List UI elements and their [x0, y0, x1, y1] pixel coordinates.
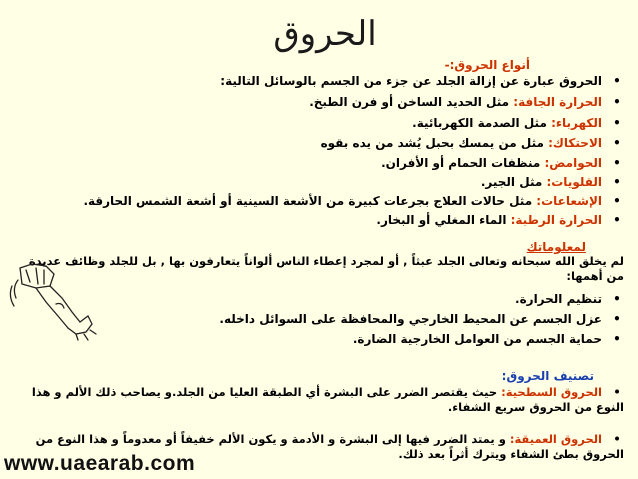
class-text: و يمتد الضرر فيها إلى البشرة و الأدمة و يكون الألم خفيفاً أو معدوماً و هذا النوع من الحروق بطئ الشفاء ويترك أثراً بعد ذلك.: [35, 432, 624, 461]
function-row: [353, 332, 624, 346]
function-row: [515, 292, 624, 306]
bullet: •: [613, 385, 621, 399]
cause-row: [412, 116, 624, 130]
cause-text: مثل من يمسك بحبل يُشد من يده بقوه: [320, 136, 549, 150]
bullet: •: [613, 136, 621, 150]
burned-hand-illustration: [6, 258, 98, 344]
cause-text: الماء المغلي أو البخار.: [376, 213, 511, 227]
class-label: الحروق السطحية:: [501, 385, 602, 399]
footer-url: www.uaearab.com: [4, 452, 196, 475]
intro-text: الحروق عبارة عن إزالة الجلد عن جزء من الجسم بالوسائل التالية:: [220, 74, 602, 88]
bullet: •: [613, 312, 621, 326]
function-text: حماية الجسم من العوامل الخارجية الضارة.: [352, 332, 602, 346]
cause-text: مثل الجير.: [480, 175, 547, 189]
info-heading: لمعلوماتك: [526, 240, 586, 254]
cause-label: الاحتكاك:: [548, 136, 602, 150]
cause-row: [481, 175, 624, 189]
bullet: •: [613, 213, 621, 227]
bullet: •: [613, 175, 621, 189]
cause-label: الإشعاعات:: [536, 194, 602, 208]
types-heading: أنواع الحروق:-: [444, 58, 530, 72]
class-label: الحروق العميقة:: [509, 432, 602, 446]
function-row: [219, 312, 624, 326]
bullet: •: [613, 332, 621, 346]
bullet: •: [613, 156, 621, 170]
classification-heading: تصنيف الحروق:: [501, 369, 594, 383]
bullet: •: [613, 194, 621, 208]
cause-row: [376, 213, 624, 227]
cause-text: مثل الصدمة الكهربائية.: [412, 116, 552, 130]
cause-row: [381, 156, 624, 170]
cause-label: الحوامض:: [544, 156, 602, 170]
cause-text: منظفات الحمام أو الأفران.: [381, 156, 545, 170]
function-text: تنظيم الحرارة.: [515, 292, 602, 306]
info-text: لم يخلق الله سبحانه وتعالى الجلد عبثاً , أو لمجرد إعطاء الناس ألواناً يتعارفون بها , بل للجلد وظائف عديدة من أهمها:: [28, 254, 624, 283]
function-text: عزل الجسم عن المحيط الخارجي والمحافظة على السوائل داخله.: [219, 312, 602, 326]
cause-label: الحرارة الرطبة:: [510, 213, 602, 227]
bullet: •: [613, 292, 621, 306]
cause-text: مثل حالات العلاج بجرعات كبيرة من الأشعة السينية أو أشعة الشمس الحارقة.: [83, 194, 537, 208]
bullet: •: [613, 116, 621, 130]
cause-label: الحرارة الجافة:: [513, 95, 602, 109]
bullet: •: [613, 95, 621, 109]
intro-row: [220, 74, 624, 88]
page-title: الحروق: [273, 14, 377, 54]
cause-row: [83, 194, 624, 208]
class-row: [14, 385, 624, 415]
cause-row: [321, 136, 624, 150]
cause-label: الكهرباء:: [551, 116, 602, 130]
cause-text: مثل الحديد الساخن أو فرن الطبخ.: [309, 95, 514, 109]
class-text: حيث يقتصر الضرر على البشرة أي الطبقة العليا من الجلد.و يصاحب ذلك الألم و هذا النوع من الحروق سريع الشفاء.: [31, 385, 624, 414]
cause-row: [309, 95, 624, 109]
bullet: •: [613, 432, 621, 446]
cause-label: القلويات:: [546, 175, 602, 189]
bullet: •: [613, 74, 621, 88]
